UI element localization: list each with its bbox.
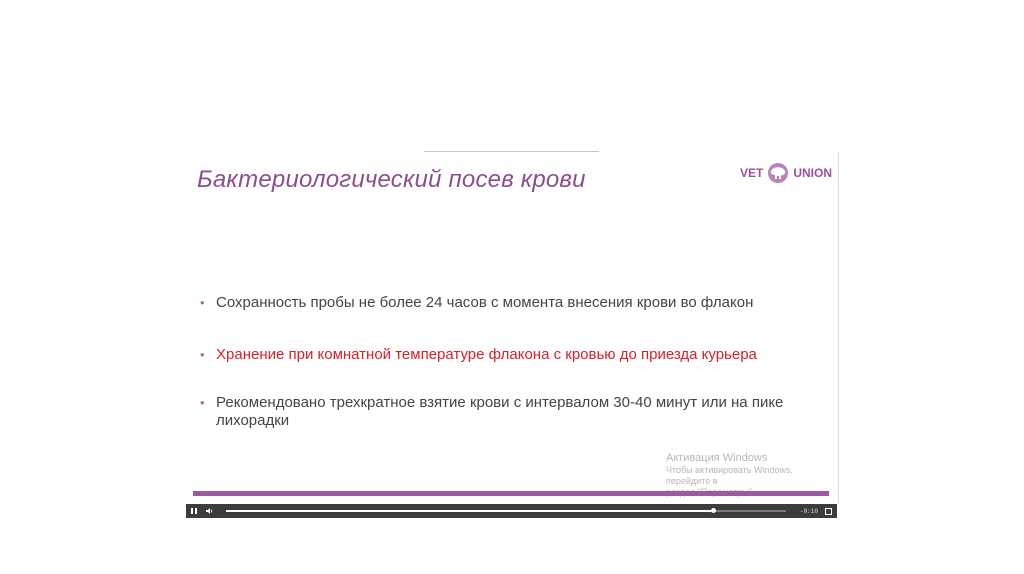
bullet-dot-icon: • (200, 347, 205, 362)
logo-text-right: UNION (793, 166, 833, 180)
bullet-dot-icon: • (200, 395, 205, 410)
volume-icon (206, 507, 214, 515)
list-item (200, 294, 753, 312)
list-item (200, 394, 810, 430)
watermark-line: Чтобы активировать Windows, перейдите в (666, 465, 793, 486)
presentation-slide (186, 152, 839, 504)
pause-icon (191, 508, 197, 514)
slide-title: Бактериологический посев крови (197, 166, 586, 193)
slide-footer-bar (193, 491, 829, 496)
seek-bar-thumb[interactable] (711, 508, 716, 513)
bullet-dot-icon: • (200, 295, 205, 310)
seek-bar-progress (226, 510, 713, 512)
fullscreen-button[interactable] (822, 504, 834, 518)
vet-union-logo (740, 161, 832, 185)
bullet-text: Рекомендовано трехкратное взятие крови с интервалом 30-40 минут или на пике лихорадки (216, 394, 784, 429)
bullet-text: Сохранность пробы не более 24 часов с момента внесения крови во флакон (216, 294, 754, 311)
pause-button[interactable] (186, 504, 202, 518)
logo-text-left: VET (740, 166, 764, 180)
elephant-icon (765, 162, 791, 184)
bullet-text: Хранение при комнатной температуре флакона с кровью до приезда курьера (216, 346, 757, 363)
list-item (200, 346, 757, 364)
seek-bar[interactable] (226, 510, 786, 512)
volume-button[interactable] (202, 504, 218, 518)
time-remaining: -0:10 (799, 507, 818, 515)
video-controls (186, 504, 837, 518)
fullscreen-icon (825, 508, 832, 515)
watermark-title: Активация Windows (666, 452, 768, 464)
